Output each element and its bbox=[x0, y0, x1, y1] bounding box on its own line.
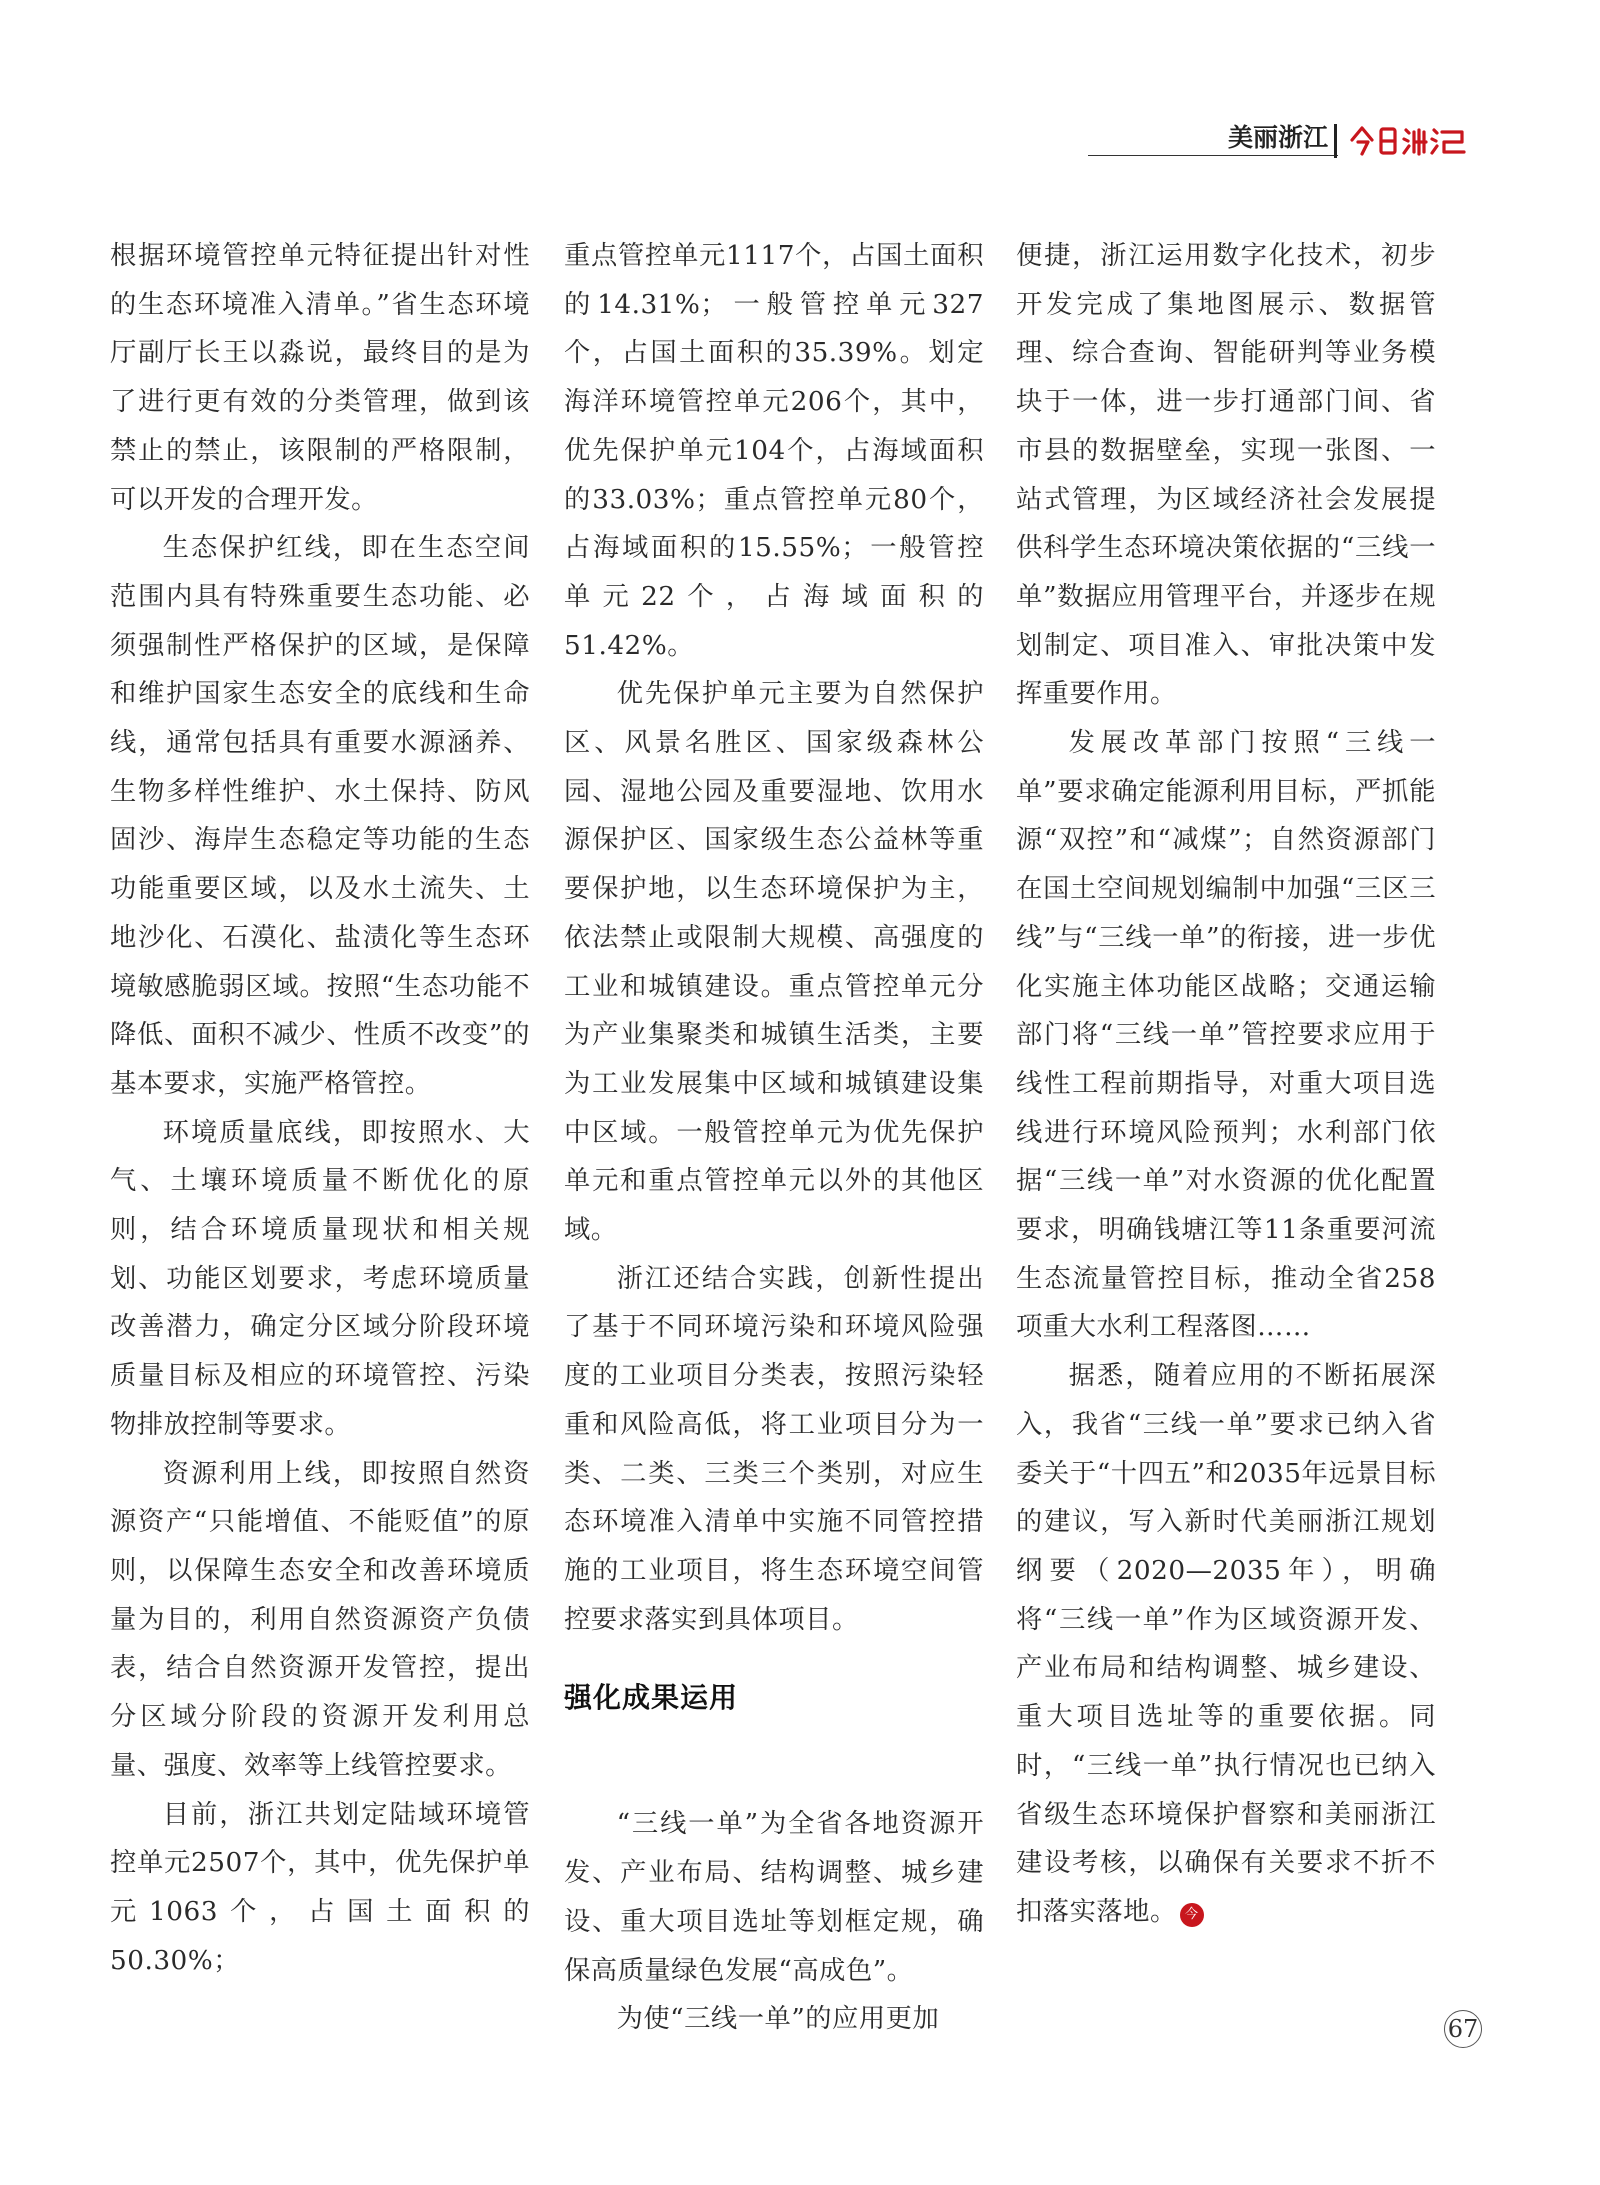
paragraph: 环境质量底线，即按照水、大气、土壤环境质量不断优化的原则，结合环境质量现状和相关规划、功能区划要求，考虑环境质量改善潜力，确定分区域分阶段环境质量目标及相应的环境管控、污染物排放控制等要求。 bbox=[110, 1117, 530, 1440]
column-1 bbox=[110, 232, 530, 1985]
paragraph: 生态保护红线，即在生态空间范围内具有特殊重要生态功能、必须强制性严格保护的区域，是保障和维护国家生态安全的底线和生命线，通常包括具有重要水源涵养、生物多样性维护、水土保持、防风固沙、海岸生态稳定等功能的生态功能重要区域，以及水土流失、土地沙化、石漠化、盐渍化等生态环境敏感脆弱区域。按照“生态功能不降低、面积不减少、性质不改变”的基本要求，实施严格管控。 bbox=[110, 533, 530, 1099]
page-number: 67 bbox=[1444, 2010, 1482, 2048]
section-heading: 强化成果运用 bbox=[564, 1681, 739, 1715]
paragraph: 为使“三线一单”的应用更加 bbox=[616, 2004, 940, 2035]
paragraph-text: 据悉，随着应用的不断拓展深入，我省“三线一单”要求已纳入省委关于“十四五”和2035年远景目标的建议，写入新时代美丽浙江规划纲要（2020—2035年），明确将“三线一单”作为区域资源开发、产业布局和结构调整、城乡建设、重大项目选址等的重要依据。同时，“三线一单”执行情况也已纳入省级生态环境保护督察和美丽浙江建设考核，以确保有关要求不折不扣落实落地。 bbox=[1016, 1361, 1436, 1927]
paragraph: 浙江还结合实践，创新性提出了基于不同环境污染和环境风险强度的工业项目分类表，按照污染轻重和风险高低，将工业项目分为一类、二类、三类三个类别，对应生态环境准入清单中实施不同管控措施的工业项目，将生态环境空间管控要求落实到具体项目。 bbox=[564, 1263, 984, 1635]
paragraph: 资源利用上线，即按照自然资源资产“只能增值、不能贬值”的原则，以保障生态安全和改善环境质量为目的，利用自然资源资产负债表，结合自然资源开发管控，提出分区域分阶段的资源开发利用总量、强度、效率等上线管控要求。 bbox=[110, 1458, 530, 1781]
paragraph: 便捷，浙江运用数字化技术，初步开发完成了集地图展示、数据管理、综合查询、智能研判等业务模块于一体，进一步打通部门间、省市县的数据壁垒，实现一张图、一站式管理，为区域经济社会发展提供科学生态环境决策依据的“三线一单”数据应用管理平台，并逐步在规划制定、项目准入、审批决策中发挥重要作用。 bbox=[1016, 241, 1436, 710]
paragraph: 目前，浙江共划定陆域环境管控单元2507个，其中，优先保护单元1063个，占国土面积的50.30%； bbox=[110, 1799, 530, 1976]
paragraph bbox=[1016, 1352, 1436, 1936]
section-name: 美丽浙江 bbox=[1227, 123, 1328, 152]
paragraph: 优先保护单元主要为自然保护区、风景名胜区、国家级森林公园、湿地公园及重要湿地、饮用水源保护区、国家级生态公益林等重要保护地，以生态环境保护为主，依法禁止或限制大规模、高强度的工业和城镇建设。重点管控单元分为产业集聚类和城镇生活类，主要为工业发展集中区域和城镇建设集中区域。一般管控单元为优先保护单元和重点管控单元以外的其他区域。 bbox=[564, 679, 984, 1246]
paragraph: 根据环境管控单元特征提出针对性的生态环境准入清单。”省生态环境厅副厅长王以淼说，最终目的是为了进行更有效的分类管理，做到该禁止的禁止，该限制的严格限制，可以开发的合理开发。 bbox=[110, 241, 530, 515]
column-3 bbox=[1016, 232, 1436, 1937]
page-header bbox=[1088, 118, 1476, 158]
paragraph: “三线一单”为全省各地资源开发、产业布局、结构调整、城乡建设、重大项目选址等划框定规，确保高质量绿色发展“高成色”。 bbox=[564, 1809, 984, 1986]
paragraph: 发展改革部门按照“三线一单”要求确定能源利用目标，严抓能源“双控”和“减煤”；自然资源部门在国土空间规划编制中加强“三区三线”与“三线一单”的衔接，进一步优化实施主体功能区战略；交通运输部门将“三线一单”管控要求应用于线性工程前期指导，对重大项目选线进行环境风险预判；水利部门依据“三线一单”对水资源的优化配置要求，明确钱塘江等11条重要河流生态流量管控目标，推动全省258项重大水利工程落图…… bbox=[1016, 728, 1436, 1343]
brand-logo bbox=[1346, 120, 1476, 158]
header-separator bbox=[1334, 124, 1337, 158]
paragraph: 重点管控单元1117个，占国土面积的14.31%；一般管控单元327个，占国土面积的35.39%。划定海洋环境管控单元206个，其中，优先保护单元104个，占海域面积的33.03%；重点管控单元80个，占海域面积的15.55%；一般管控单元22个，占海域面积的51.42%。 bbox=[564, 241, 984, 661]
end-mark-icon: 今 bbox=[1180, 1903, 1204, 1927]
column-2 bbox=[564, 232, 984, 2044]
header-rule bbox=[1088, 155, 1338, 156]
